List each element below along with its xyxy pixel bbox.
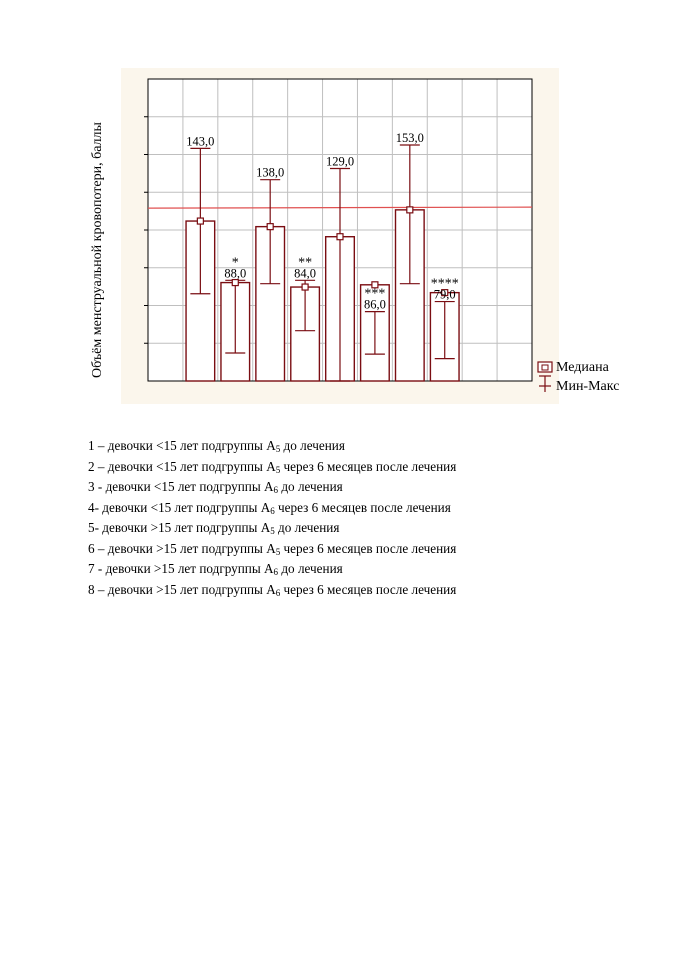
category-description xyxy=(88,580,456,601)
category-text-suffix: до лечения xyxy=(278,561,343,576)
subgroup-subscript: 6 xyxy=(273,485,279,495)
chart-container xyxy=(0,0,678,420)
category-text-suffix: до лечения xyxy=(274,520,340,535)
category-text: 6 – девочки >15 лет подгруппы А xyxy=(88,540,276,556)
category-text-suffix: через 6 месяцев после лечения xyxy=(280,540,457,556)
significance-mark: *** xyxy=(364,286,386,302)
subgroup-subscript: 5 xyxy=(275,464,281,475)
significance-mark: **** xyxy=(430,276,459,292)
data-label: 129,0 xyxy=(325,154,355,169)
category-text-suffix: через 6 месяцев после лечения xyxy=(274,499,451,515)
legend-label-minmax: Мин-Макс xyxy=(556,379,620,394)
category-legend-list xyxy=(88,436,456,600)
category-description xyxy=(88,539,456,560)
category-description xyxy=(88,518,456,539)
subgroup-subscript: 6 xyxy=(270,505,275,516)
legend-label-median: Медиана xyxy=(556,360,609,375)
median-marker xyxy=(337,234,343,240)
category-description xyxy=(88,436,456,457)
data-label: 88,0 xyxy=(224,266,247,281)
subgroup-subscript: 5 xyxy=(275,546,281,557)
subgroup-subscript: 5 xyxy=(270,526,275,536)
category-description xyxy=(88,457,456,478)
data-label: 84,0 xyxy=(294,266,317,281)
category-text-suffix: через 6 месяцев после лечения xyxy=(280,581,457,597)
significance-mark: * xyxy=(231,255,239,271)
data-label: 143,0 xyxy=(186,134,215,149)
y-axis-label: Объём менструальной кровопотери, баллы xyxy=(90,122,105,378)
category-text: 4- девочки <15 лет подгруппы А xyxy=(88,499,271,515)
category-description xyxy=(88,559,456,580)
category-text: 2 – девочки <15 лет подгруппы А xyxy=(88,458,276,474)
median-marker xyxy=(267,224,273,230)
subgroup-subscript: 6 xyxy=(273,567,279,577)
median-marker xyxy=(407,207,413,213)
category-text: 5- девочки >15 лет подгруппы А xyxy=(88,520,271,535)
category-description xyxy=(88,477,456,498)
subgroup-subscript: 6 xyxy=(275,587,281,598)
median-marker xyxy=(232,280,238,286)
category-text-suffix: до лечения xyxy=(280,438,345,453)
data-label: 79,0 xyxy=(433,287,456,302)
median-box-inner-icon xyxy=(542,365,548,370)
category-text: 1 – девочки <15 лет подгруппы А xyxy=(88,438,276,453)
category-text-suffix: через 6 месяцев после лечения xyxy=(280,458,457,474)
subgroup-subscript: 5 xyxy=(275,444,281,454)
median-marker xyxy=(302,284,308,290)
category-text: 7 - девочки >15 лет подгруппы А xyxy=(88,561,274,576)
chart-svg xyxy=(0,0,678,420)
median-marker xyxy=(197,218,203,224)
data-label: 138,0 xyxy=(256,165,285,180)
category-text: 8 – девочки >15 лет подгруппы А xyxy=(88,581,276,597)
data-label: 86,0 xyxy=(363,297,386,312)
category-text-suffix: до лечения xyxy=(278,479,343,494)
significance-mark: ** xyxy=(298,255,313,271)
category-text: 3 - девочки <15 лет подгруппы А xyxy=(88,479,274,494)
category-description xyxy=(88,498,456,519)
data-label: 153,0 xyxy=(395,130,424,145)
